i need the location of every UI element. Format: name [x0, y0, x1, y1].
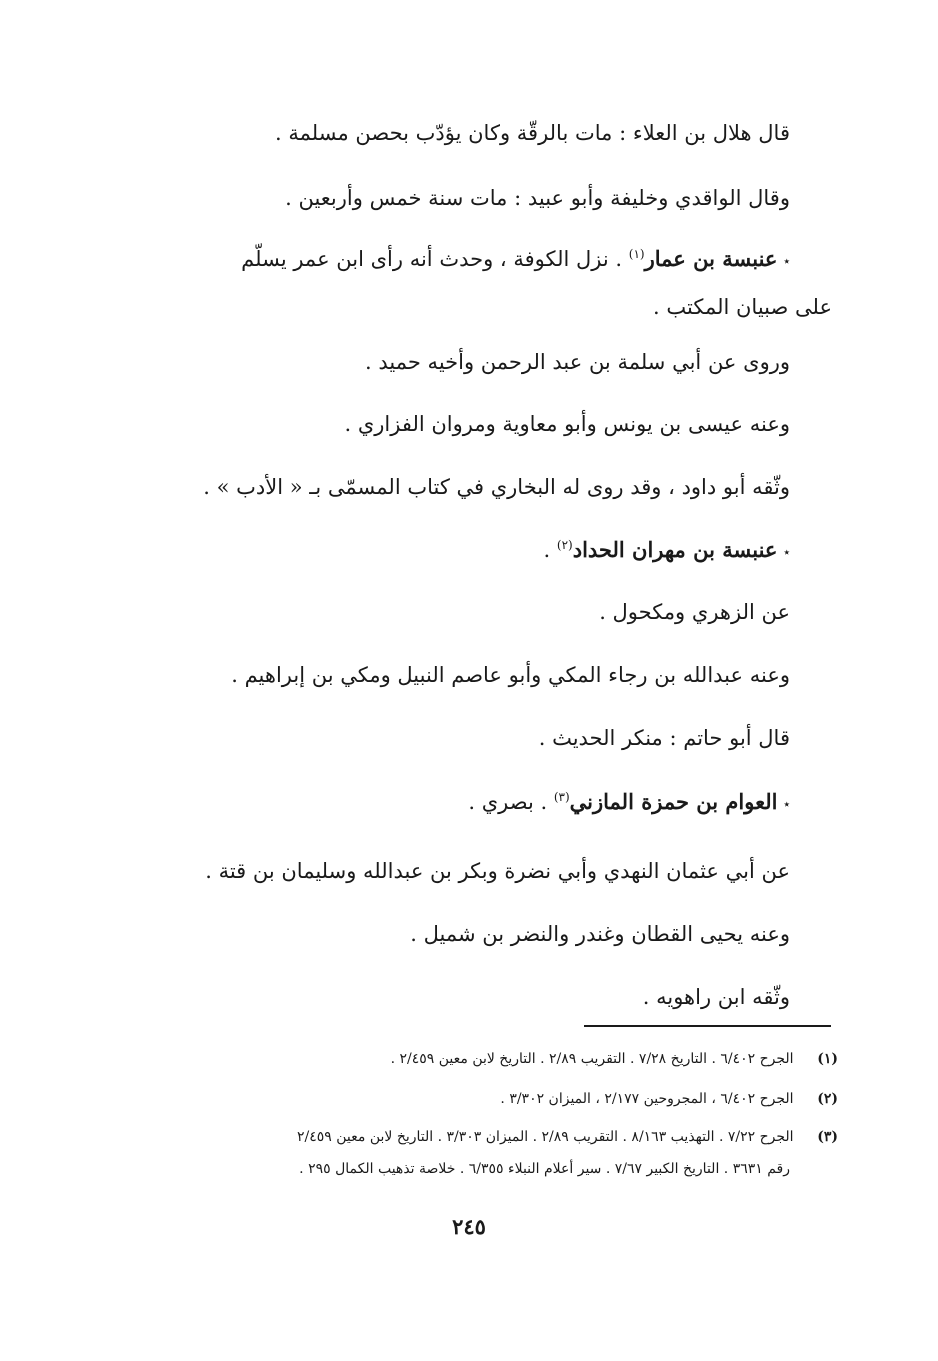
footnote-continuation: رقم ٣٦٣١ . التاريخ الكبير ٧/٦٧ . سير أعلام النبلاء ٦/٣٥٥ . خلاصة تذهيب الكمال ٢٩٥ . — [299, 1161, 790, 1177]
entry-text: . — [543, 538, 551, 562]
footnote — [500, 1088, 838, 1110]
footnote-text: الجرح ٦/٤٠٢ ، المجروحين ٢/١٧٧ ، الميزان ٣/٣٠٢ . — [500, 1091, 794, 1107]
text-line: وعنه يحيى القطان وغندر والنضر بن شميل . — [410, 922, 790, 946]
footnote-number: (١) — [817, 1051, 838, 1067]
text-line: وثّقه ابن راهويه . — [642, 985, 790, 1009]
text-line: وعنه عيسى بن يونس وأبو معاوية ومروان الفزاري . — [344, 412, 790, 436]
footnote-text: الجرح ٦/٤٠٢ . التاريخ ٧/٢٨ . التقريب ٢/٨٩ . التاريخ لابن معين ٢/٤٥٩ . — [390, 1051, 794, 1067]
entry-bullet: ٭ — [783, 544, 790, 559]
text-line: وعنه عبدالله بن رجاء المكي وأبو عاصم النبيل ومكي بن إبراهيم . — [231, 663, 790, 687]
footnote-ref: (١) — [628, 247, 645, 261]
text-line: وقال الواقدي وخليفة وأبو عبيد : مات سنة خمس وأربعين . — [285, 186, 790, 210]
entry-awwam-ibn-hamza — [468, 787, 790, 819]
entry-name: العوام بن حمزة المازني — [569, 789, 778, 814]
page-number: ٢٤٥ — [452, 1214, 486, 1239]
footnote-number: (٣) — [817, 1129, 838, 1145]
footnote-text: الجرح ٧/٢٢ . التهذيب ٨/١٦٣ . التقريب ٢/٨٩ . الميزان ٣/٣٠٣ . التاريخ لابن معين ٢/٤٥٩ — [297, 1129, 794, 1145]
text-line: وثّقه أبو داود ، وقد روى له البخاري في كتاب المسمّى بـ « الأدب » . — [203, 475, 790, 499]
entry-anbasa-ibn-ammar — [241, 244, 790, 276]
entry-name: عنبسة بن مهران الحداد — [572, 537, 778, 562]
text-line: قال أبو حاتم : منكر الحديث . — [538, 726, 790, 750]
footnote-ref: (٣) — [553, 790, 570, 804]
text-line: عن الزهري ومكحول . — [599, 600, 790, 624]
entry-anbasa-ibn-mihran — [544, 535, 790, 567]
text-line: عن أبي عثمان النهدي وأبي نضرة وبكر بن عبدالله وسليمان بن قتة . — [205, 859, 790, 883]
text-line: على صبيان المكتب . — [653, 295, 832, 319]
entry-name: عنبسة بن عمار — [644, 246, 778, 271]
entry-bullet: ٭ — [783, 253, 790, 268]
entry-text: . بصري . — [468, 790, 548, 814]
footnote-number: (٢) — [817, 1091, 838, 1107]
text-line: وروى عن أبي سلمة بن عبد الرحمن وأخيه حميد . — [365, 350, 790, 374]
footnote — [391, 1048, 838, 1070]
footnote-ref: (٢) — [556, 538, 573, 552]
entry-bullet: ٭ — [783, 796, 790, 811]
entry-text: . نزل الكوفة ، وحدث أنه رأى ابن عمر يسلّم — [241, 247, 623, 271]
footnote-separator — [584, 1025, 831, 1027]
footnote — [297, 1126, 838, 1148]
text-line: قال هلال بن العلاء : مات بالرقّة وكان يؤدّب بحصن مسلمة . — [275, 121, 790, 145]
